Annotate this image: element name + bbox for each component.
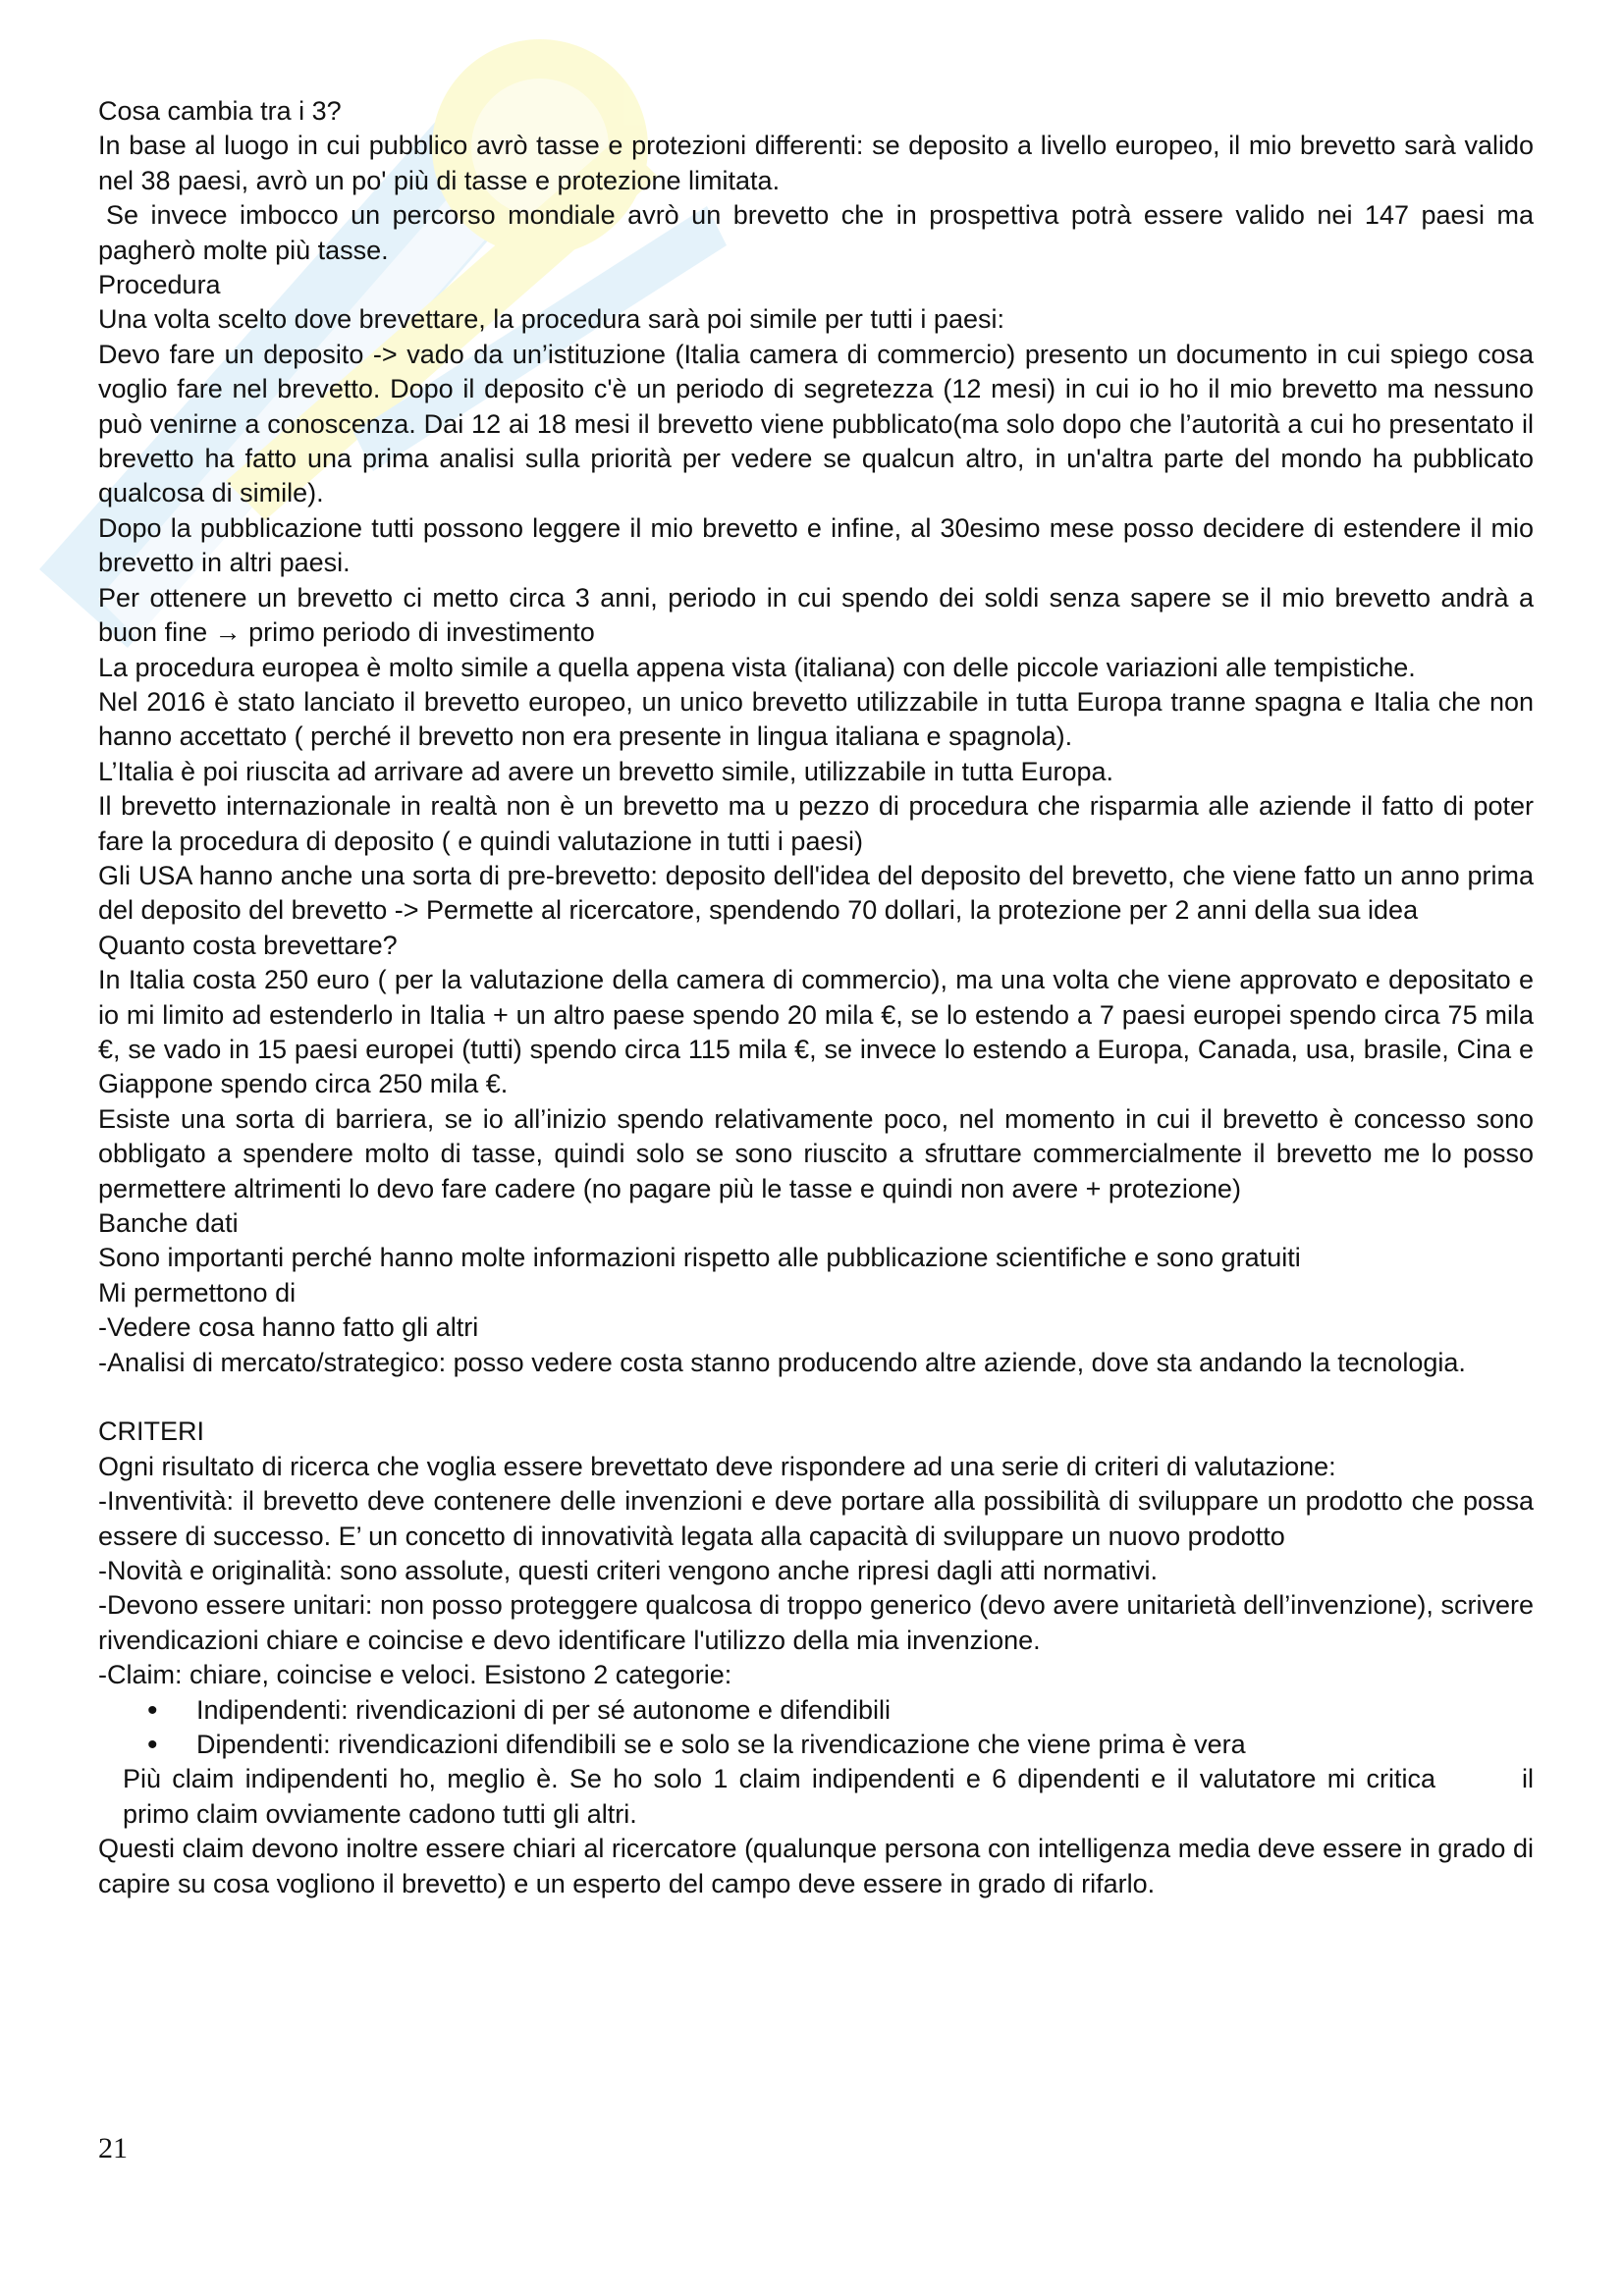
section-heading: Procedura bbox=[98, 270, 221, 300]
paragraph: -Vedere cosa hanno fatto gli altri bbox=[98, 1312, 479, 1343]
section-heading: Banche dati bbox=[98, 1208, 239, 1238]
paragraph: L’Italia è poi riuscita ad arrivare ad avere un brevetto simile, utilizzabile in tutta Europa. bbox=[98, 756, 1114, 786]
paragraph: -Analisi di mercato/strategico: posso vedere costa stanno producendo altre aziende, dove sta andando la tecnologia. bbox=[98, 1347, 1466, 1377]
section-heading: Quanto costa brevettare? bbox=[98, 930, 398, 960]
paragraph: Una volta scelto dove brevettare, la procedura sarà poi simile per tutti i paesi: bbox=[98, 304, 1004, 335]
paragraph: Se invece imbocco un percorso mondiale avrò un brevetto che in prospettiva potrà essere valido nei 147 paesi ma pagherò molte più tasse. bbox=[98, 200, 1534, 265]
paragraph: Ogni risultato di ricerca che voglia essere brevettato deve rispondere ad una serie di criteri di valutazione: bbox=[98, 1451, 1336, 1481]
paragraph: Sono importanti perché hanno molte informazioni rispetto alle pubblicazione scientifiche e sono gratuiti bbox=[98, 1243, 1301, 1273]
note-paragraph bbox=[98, 1762, 1534, 1832]
note-text-start: Più claim indipendenti ho, meglio è. Se ho solo 1 claim indipendenti e 6 dipendenti e il valutatore mi critica bbox=[123, 1764, 1435, 1794]
paragraph: -Devono essere unitari: non posso proteggere qualcosa di troppo generico (devo avere unitarietà dell’invenzione), scrivere rivendicazioni chiare e coincise e devo identificare l'utilizzo della mia invenzione. bbox=[98, 1590, 1534, 1655]
paragraph: -Novità e originalità: sono assolute, questi criteri vengono anche ripresi dagli atti normativi. bbox=[98, 1556, 1159, 1586]
page-number: 21 bbox=[98, 2132, 128, 2164]
paragraph: In Italia costa 250 euro ( per la valutazione della camera di commercio), ma una volta che viene approvato e depositato e io mi limito ad estenderlo in Italia + un altro paese spendo 20 mila €, se lo estendo a 7 paesi europei spendo circa 75 mila €, se vado in 15 paesi europei (tutti) spendo circa 115 mila €, se invece lo estendo a Europa, Canada, usa, brasile, Cina e Giappone spendo circa 250 mila €. bbox=[98, 965, 1534, 1099]
list-item: • Dipendenti: rivendicazioni difendibili se e solo se la rivendicazione che viene prima è vera bbox=[147, 1728, 1534, 1762]
paragraph: Il brevetto internazionale in realtà non è un brevetto ma u pezzo di procedura che risparmia alle aziende il fatto di poter fare la procedura di deposito ( e quindi valutazione in tutti i paesi) bbox=[98, 791, 1534, 856]
paragraph: -Inventività: il brevetto deve contenere delle invenzioni e deve portare alla possibilità di sviluppare un prodotto che possa essere di successo. E’ un concetto di innovatività legata alla capacità di sviluppare un nuovo prodotto bbox=[98, 1486, 1534, 1551]
note-text-end: il primo claim ovviamente cadono tutti gli altri. bbox=[123, 1764, 1534, 1829]
paragraph: La procedura europea è molto simile a quella appena vista (italiana) con delle piccole variazioni alle tempistiche. bbox=[98, 652, 1416, 682]
paragraph: Cosa cambia tra i 3? bbox=[98, 96, 342, 126]
paragraph: Devo fare un deposito -> vado da un’istituzione (Italia camera di commercio) presento un documento in cui spiego cosa voglio fare nel brevetto. Dopo il deposito c'è un periodo di segretezza (12 mesi) in cui io ho il mio brevetto ma nessuno può venirne a conoscenza. Dai 12 ai 18 mesi il brevetto viene pubblicato(ma solo dopo che l’autorità a cui ho presentato il brevetto ha fatto una prima analisi sulla priorità per vedere se qualcun altro, in un'altra parte del mondo ha pubblicato qualcosa di simile). bbox=[98, 339, 1534, 508]
paragraph: Esiste una sorta di barriera, se io all’inizio spendo relativamente poco, nel momento in cui il brevetto è concesso sono obbligato a spendere molto di tasse, quindi solo se sono riuscito a sfruttare commercialmente il brevetto me lo posso permettere altrimenti lo devo fare cadere (no pagare più le tasse e quindi non avere + protezione) bbox=[98, 1103, 1534, 1203]
paragraph: Per ottenere un brevetto ci metto circa 3 anni, periodo in cui spendo dei soldi senza sapere se il mio brevetto andrà a buon fine → primo periodo di investimento bbox=[98, 582, 1534, 648]
paragraph: -Claim: chiare, coincise e veloci. Esistono 2 categorie: bbox=[98, 1660, 732, 1690]
paragraph: In base al luogo in cui pubblico avrò tasse e protezioni differenti: se deposito a livello europeo, il mio brevetto sarà valido nel 38 paesi, avrò un po' più di tasse e protezione limitata. bbox=[98, 131, 1534, 195]
document-body bbox=[98, 94, 1534, 1901]
paragraph: Dopo la pubblicazione tutti possono leggere il mio brevetto e infine, al 30esimo mese posso decidere di estendere il mio brevetto in altri paesi. bbox=[98, 512, 1534, 578]
list-item: • Indipendenti: rivendicazioni di per sé autonome e difendibili bbox=[147, 1693, 1534, 1728]
blank-line bbox=[98, 1380, 1534, 1415]
section-heading: CRITERI bbox=[98, 1416, 204, 1447]
bullet-list bbox=[98, 1693, 1534, 1763]
paragraph: Gli USA hanno anche una sorta di pre-brevetto: deposito dell'idea del deposito del brevetto, che viene fatto un anno prima del deposito del brevetto -> Permette al ricercatore, spendendo 70 dollari, la protezione per 2 anni della sua idea bbox=[98, 860, 1534, 926]
paragraph: Mi permettono di bbox=[98, 1277, 297, 1308]
paragraph: Questi claim devono inoltre essere chiari al ricercatore (qualunque persona con intelligenza media deve essere in grado di capire su cosa vogliono il brevetto) e un esperto del campo deve essere in grado di rifarlo. bbox=[98, 1834, 1534, 1898]
paragraph: Nel 2016 è stato lanciato il brevetto europeo, un unico brevetto utilizzabile in tutta Europa tranne spagna e Italia che non hanno accettato ( perché il brevetto non era presente in lingua italiana e spagnola). bbox=[98, 686, 1534, 752]
